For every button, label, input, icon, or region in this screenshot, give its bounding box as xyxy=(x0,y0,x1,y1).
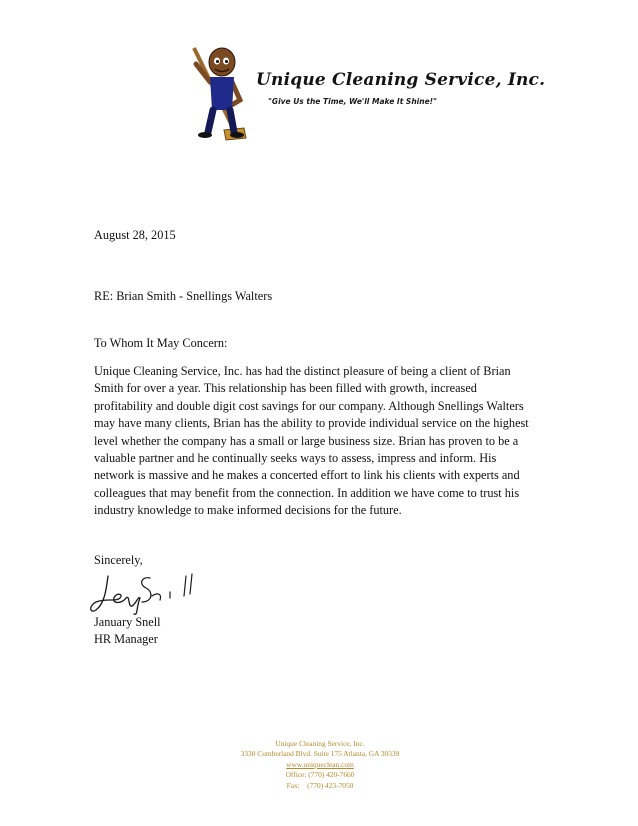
cleaning-mascot-logo xyxy=(180,42,260,142)
body-line: may have many clients, Brian has the ability to provide individual service on the highest xyxy=(94,416,529,431)
footer-company: Unique Cleaning Service, Inc. xyxy=(275,739,365,748)
body-line: colleagues that may benefit from the connection. In addition we have come to trust his xyxy=(94,485,520,500)
signer-title: HR Manager xyxy=(94,632,158,647)
footer-website-link[interactable]: www.uniqueclean.com xyxy=(286,759,354,769)
letter-footer xyxy=(200,739,440,791)
signer-block xyxy=(94,614,161,649)
re-line: RE: Brian Smith - Snellings Walters xyxy=(94,289,273,303)
body-line: industry knowledge to make informed decisions for the future. xyxy=(94,503,402,518)
signer-name: January Snell xyxy=(94,615,161,629)
body-line: Unique Cleaning Service, Inc. has had the distinct pleasure of being a client of Brian xyxy=(94,364,511,378)
footer-office-phone: Office: (770) 420-7660 xyxy=(285,770,355,780)
footer-fax-number: (770) 423-7050 xyxy=(307,780,354,790)
body-line: valuable partner and he continually seeks ways to assess, impress and inform. His xyxy=(94,451,497,466)
letter-date: August 28, 2015 xyxy=(94,228,176,242)
body-line: profitability and double digit cost savings for our company. Although Snellings Walters xyxy=(94,398,524,413)
letterhead xyxy=(180,42,546,142)
closing: Sincerely, xyxy=(94,553,143,567)
body-line: network is massive and he makes a concerted effort to link his clients with experts and xyxy=(94,468,520,483)
handwritten-signature xyxy=(86,568,206,618)
footer-fax-label: Fax: xyxy=(286,780,300,790)
footer-fax-row xyxy=(200,781,440,791)
company-tagline: "Give Us the Time, We'll Make It Shine!" xyxy=(268,97,437,106)
body-line: Smith for over a year. This relationship has been filled with growth, increased xyxy=(94,381,477,396)
footer-address: 3330 Cumberland Blvd. Suite 175 Atlanta, GA 30339 xyxy=(240,749,400,759)
body-line: level whether the company has a small or large business size. Brian has proven to be a xyxy=(94,433,519,448)
letter-body xyxy=(94,363,529,520)
company-name: Unique Cleaning Service, Inc. xyxy=(256,70,546,90)
salutation: To Whom It May Concern: xyxy=(94,336,228,350)
